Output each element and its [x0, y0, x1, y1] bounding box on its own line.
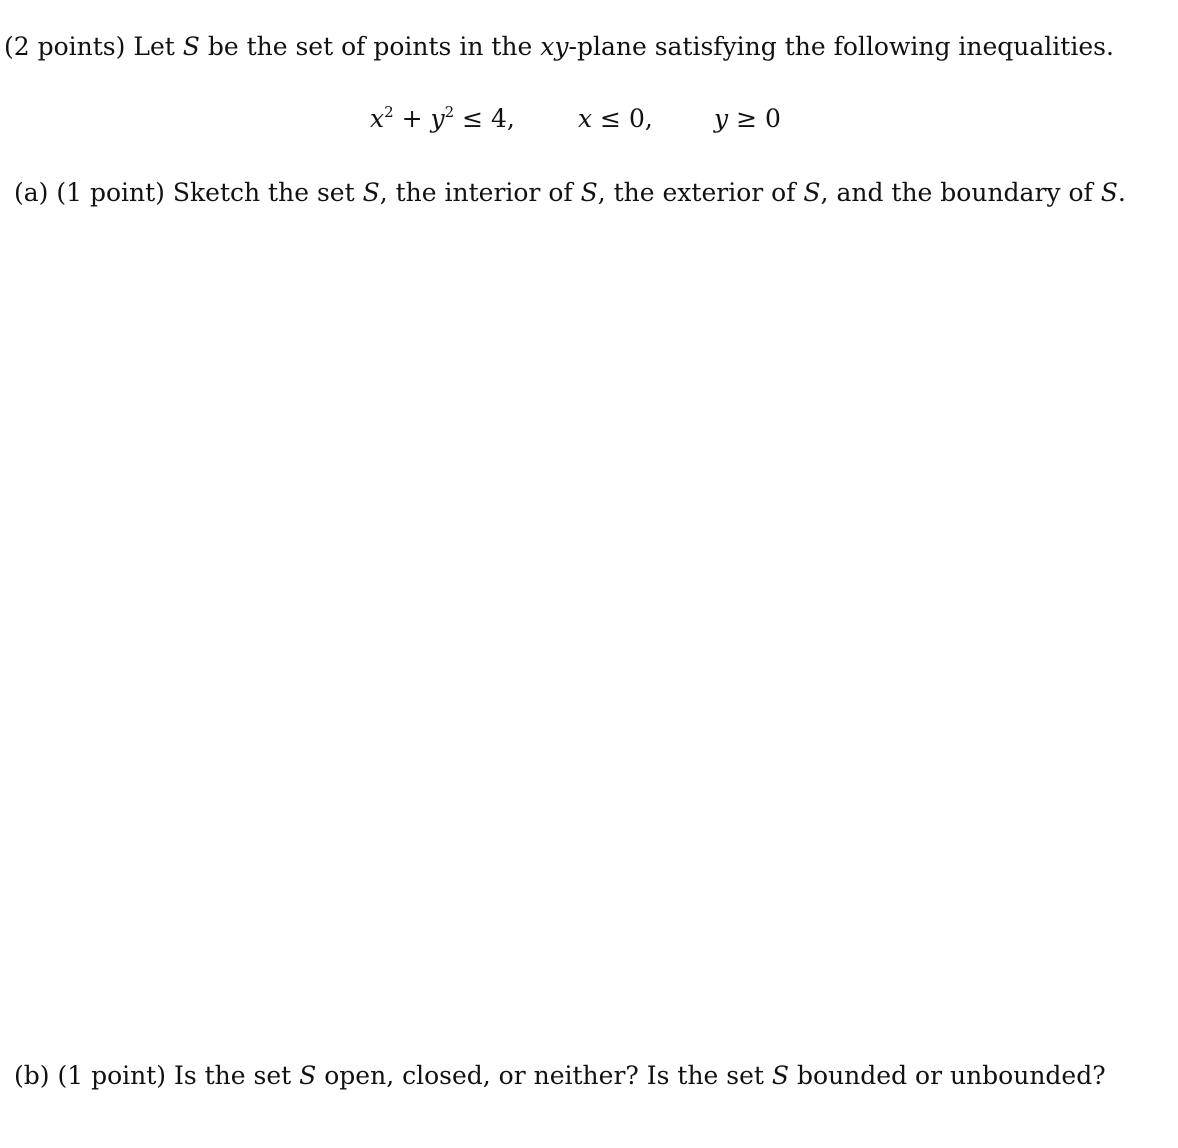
- xy-symbol: xy: [540, 32, 569, 61]
- set-symbol: S: [580, 178, 598, 207]
- points-label: (1 point): [56, 178, 165, 207]
- var-x: x: [578, 104, 593, 133]
- part-label: (a): [14, 178, 49, 207]
- var-y: y: [714, 104, 729, 133]
- var-y: y: [430, 104, 445, 133]
- set-symbol: S: [803, 178, 821, 207]
- question-text: , the exterior of: [597, 178, 796, 207]
- part-b-question: [14, 1061, 1106, 1091]
- points-label: (2 points): [4, 32, 126, 61]
- inequality-rest: ≤ 0,: [592, 104, 653, 133]
- inequality-rest: ≥ 0: [728, 104, 781, 133]
- inequality-circle: [370, 104, 515, 134]
- question-text: , and the boundary of: [820, 178, 1093, 207]
- question-text: open, closed, or neither? Is the set: [324, 1061, 764, 1090]
- question-text: Sketch the set: [172, 178, 355, 207]
- var-x: x: [370, 104, 385, 133]
- inequality-y: [714, 104, 781, 134]
- question-text: Is the set: [173, 1061, 292, 1090]
- intro-text-1: Let: [133, 32, 175, 61]
- question-text: bounded or unbounded?: [797, 1061, 1106, 1090]
- exponent: 2: [384, 103, 394, 121]
- inequality-x: [578, 104, 653, 134]
- part-a-question: [14, 178, 1126, 208]
- part-label: (b): [14, 1061, 50, 1090]
- set-symbol: S: [182, 32, 200, 61]
- exponent: 2: [444, 103, 455, 121]
- set-symbol: S: [362, 178, 380, 207]
- set-symbol: S: [1100, 178, 1118, 207]
- intro-text-3: -plane satisfying the following inequalities.: [568, 32, 1114, 61]
- points-label: (1 point): [57, 1061, 167, 1090]
- plus-sign: +: [393, 104, 431, 133]
- question-text: , the interior of: [379, 178, 573, 207]
- set-symbol: S: [299, 1061, 317, 1090]
- inequality-rest: ≤ 4,: [454, 104, 515, 133]
- question-text: .: [1117, 178, 1126, 207]
- set-symbol: S: [771, 1061, 790, 1090]
- problem-intro: [4, 32, 1114, 62]
- intro-text-2: be the set of points in the: [207, 32, 533, 61]
